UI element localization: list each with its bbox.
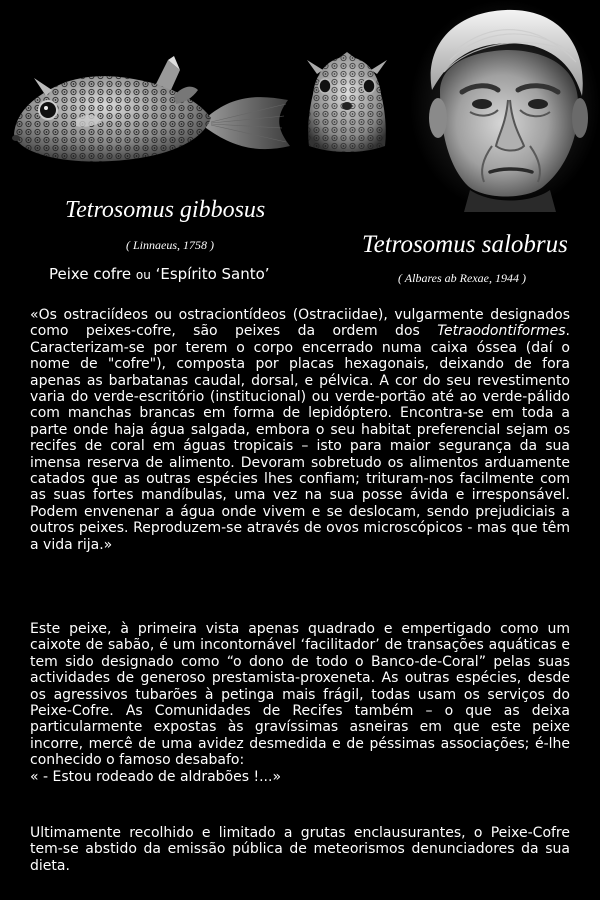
cowfish-front-image xyxy=(303,46,391,156)
alt-name: ‘Espírito Santo’ xyxy=(155,265,270,283)
common-name-connector: ou xyxy=(135,268,151,282)
species-left-authority: ( Linnaeus, 1758 ) xyxy=(126,238,214,252)
paragraph-2-quote: « - Estou rodeado de aldrabões !...» xyxy=(30,768,282,785)
paragraph-3-text: Ultimamente recolhido e limitado a grutas enclausurantes, o Peixe-Cofre tem-se abstido da emissão pública de meteorismos denunciadores da sua dieta. xyxy=(30,825,570,874)
species-right-authority: ( Albares ab Rexae, 1944 ) xyxy=(398,271,526,285)
paragraph-3 xyxy=(30,825,570,874)
paragraph-1-text-b: . Caracterizam-se por terem o corpo encerrado numa caixa óssea (daí o nome de "cofre"), composta por placas hexagonais, deixando de fora apenas as barbatanas caudal, dorsal, e pélvica. A cor do seu revestimento varia do verde-escritório (institucional) ou verde-portão até ao verde-pálido com manchas brancas em forma de lepidóptero. Encontra-se em toda a parte onde haja água salgada, embora o seu habitat preferencial sejam os recifes de coral em águas tropicais – isto para maior segurança da sua imensa reserva de alimento. Devoram sobretudo os alimentos arduamente catados que as outras espécies lhes confiam; trituram-nos facilmente com as suas fortes mandíbulas, uma vez na sua posse ávida e irresponsável. Podem envenenar a água onde vivem e se deslocam, sendo prejudiciais a outros peixes. Reproduzem-se através de ovos microscópicos - mas que têm a vida rija.» xyxy=(30,323,570,553)
paragraph-1 xyxy=(30,307,570,553)
species-left-name: Tetrosomus gibbosus xyxy=(65,197,266,223)
species-right-name: Tetrosomus salobrus xyxy=(362,231,568,258)
paragraph-2-text: Este peixe, à primeira vista apenas quadrado e empertigado como um caixote de sabão, é um incontornável ‘facilitador’ de transações aquáticas e tem sido designado como “o dono de todo o Banco-de-Coral” pelas suas actividades de generoso prestamista-proxeneta. As outras espécies, desde os agressivos tubarões à petinga mais frágil, todas usam os serviços do Peixe-Cofre. As Comunidades de Recifes também – o que as deixa particularmente expostas às gravíssimas asneiras em que este peixe incorre, mercê de uma avidez desmedida e de péssimas associações; é-lhe conhecido o famoso desabafo: xyxy=(30,621,570,769)
species-left-common-names xyxy=(49,265,270,283)
paragraph-1-text-a: «Os ostraciídeos ou ostraciontídeos (Ostraciidae), vulgarmente designados como peixes-cofre, são peixes da ordem dos xyxy=(30,307,570,340)
paragraph-2 xyxy=(30,621,570,785)
paragraph-1-italic: Tetraodontiformes xyxy=(437,323,566,340)
cowfish-side-image xyxy=(6,56,296,174)
common-name: Peixe cofre xyxy=(49,265,132,283)
portrait-image xyxy=(410,0,600,212)
